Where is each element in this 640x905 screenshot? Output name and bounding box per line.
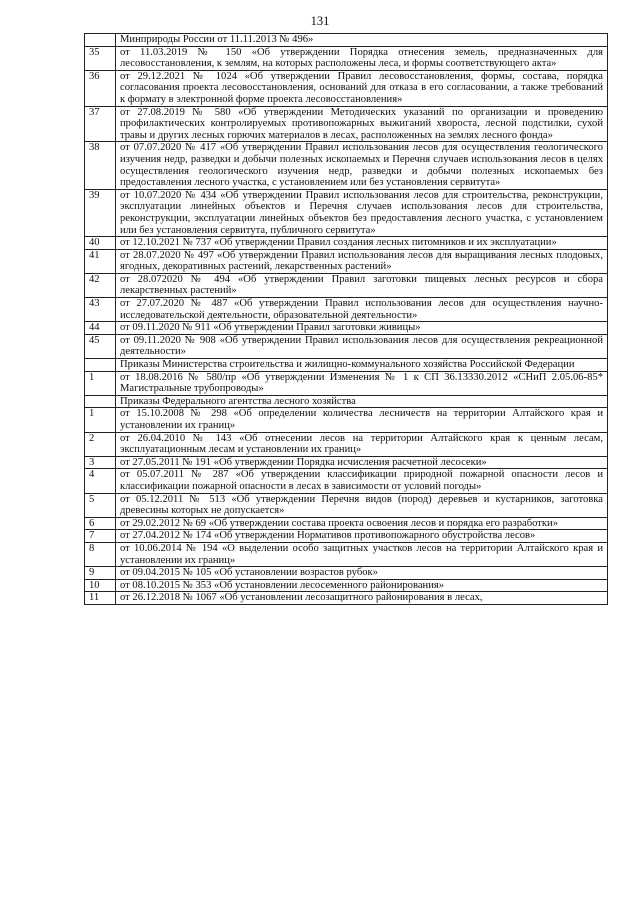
row-number: 4 — [85, 469, 116, 493]
row-number: 3 — [85, 456, 116, 469]
row-number: 5 — [85, 493, 116, 517]
row-number: 38 — [85, 142, 116, 189]
row-text: от 08.10.2015 № 353 «Об установлении лесосеменного районирования» — [116, 579, 608, 592]
row-text: от 09.11.2020 № 908 «Об утверждении Правил использования лесов для осуществления рекреационной деятельности» — [116, 334, 608, 358]
row-number: 43 — [85, 298, 116, 322]
table-row — [85, 34, 608, 47]
table-row — [85, 334, 608, 358]
row-number: 1 — [85, 408, 116, 432]
table-row — [85, 249, 608, 273]
table-row — [85, 142, 608, 189]
table-row — [85, 493, 608, 517]
table-row — [85, 567, 608, 580]
row-text: Минприроды России от 11.11.2013 № 496» — [116, 34, 608, 47]
table-row — [85, 70, 608, 106]
row-number: 35 — [85, 46, 116, 70]
row-text: от 09.04.2015 № 105 «Об установлении возрастов рубок» — [116, 567, 608, 580]
table-row — [85, 237, 608, 250]
row-number: 40 — [85, 237, 116, 250]
table-row — [85, 371, 608, 395]
table-row — [85, 579, 608, 592]
row-number — [85, 34, 116, 47]
row-number: 1 — [85, 371, 116, 395]
table-row — [85, 517, 608, 530]
row-text: от 27.07.2020 № 487 «Об утверждении Правил использования лесов для осуществления научно-исследовательской деятельности, образовательной деятельности» — [116, 298, 608, 322]
regulations-table — [84, 33, 608, 605]
row-text: от 27.05.2011 № 191 «Об утверждении Порядка исчисления расчетной лесосеки» — [116, 456, 608, 469]
table-row — [85, 432, 608, 456]
section-heading-row — [85, 395, 608, 408]
table-row — [85, 456, 608, 469]
row-text: от 10.07.2020 № 434 «Об утверждении Правил использования лесов для строительства, реконструкции, эксплуатации линейных объектов и Перечня случаев использования лесов для строительства, реконструкции, эксплуатации линейных объектов без предоставления лесного участка, с установлением или без установления сервитута, публичного сервитута» — [116, 189, 608, 236]
table-row — [85, 46, 608, 70]
row-text: от 07.07.2020 № 417 «Об утверждении Правил использования лесов для осуществления геологического изучения недр, разведки и добычи полезных ископаемых и Перечня случаев использования лесов в целях осуществления геологического изучения недр, разведки и добычи полезных ископаемых без предоставления лесного участка, с установлением или без установления сервитута» — [116, 142, 608, 189]
row-number: 39 — [85, 189, 116, 236]
row-number: 2 — [85, 432, 116, 456]
table-row — [85, 106, 608, 142]
row-number: 9 — [85, 567, 116, 580]
row-number: 44 — [85, 322, 116, 335]
row-text: Приказы Министерства строительства и жилищно-коммунального хозяйства Российской Федерации — [116, 359, 608, 372]
row-number: 6 — [85, 517, 116, 530]
row-number: 36 — [85, 70, 116, 106]
row-text: от 27.08.2019 № 580 «Об утверждении Методических указаний по организации и проведению профилактических контролируемых противопожарных выжиганий хвороста, лесной подстилки, сухой травы и других лесных горючих материалов в лесах, расположенных на землях лесного фонда» — [116, 106, 608, 142]
row-text: от 26.12.2018 № 1067 «Об установлении лесозащитного районирования в лесах, — [116, 592, 608, 605]
page-number: 131 — [310, 14, 330, 28]
row-number: 42 — [85, 273, 116, 297]
row-number: 41 — [85, 249, 116, 273]
row-text: от 27.04.2012 № 174 «Об утверждении Нормативов противопожарного обустройства лесов» — [116, 530, 608, 543]
row-text: от 28.072020 № 494 «Об утверждении Правил заготовки пищевых лесных ресурсов и сбора лекарственных растений» — [116, 273, 608, 297]
row-text: от 28.07.2020 № 497 «Об утверждении Правил использования лесов для выращивания лесных плодовых, ягодных, декоративных растений, лекарственных растений» — [116, 249, 608, 273]
row-text: от 29.12.2021 № 1024 «Об утверждении Правил лесовосстановления, формы, состава, порядка согласования проекта лесовосстановления, оснований для отказа в его согласовании, а также требований к формату в электронной форме проекта лесовосстановления» — [116, 70, 608, 106]
table-row — [85, 298, 608, 322]
table-row — [85, 542, 608, 566]
row-number — [85, 359, 116, 372]
row-number: 7 — [85, 530, 116, 543]
row-text: от 09.11.2020 № 911 «Об утверждении Правил заготовки живицы» — [116, 322, 608, 335]
table-row — [85, 408, 608, 432]
row-text: от 18.08.2016 № 580/пр «Об утверждении Изменения № 1 к СП 36.13330.2012 «СНиП 2.05.06-85* Магистральные трубопроводы» — [116, 371, 608, 395]
row-text: от 05.07.2011 № 287 «Об утверждении классификации природной пожарной опасности лесов и классификации пожарной опасности в лесах в зависимости от условий погоды» — [116, 469, 608, 493]
table-row — [85, 189, 608, 236]
row-text: от 15.10.2008 № 298 «Об определении количества лесничеств на территории Алтайского края и установлении их границ» — [116, 408, 608, 432]
row-number: 11 — [85, 592, 116, 605]
row-number — [85, 395, 116, 408]
row-number: 10 — [85, 579, 116, 592]
row-number: 45 — [85, 334, 116, 358]
row-text: от 11.03.2019 № 150 «Об утверждении Порядка отнесения земель, предназначенных для лесовосстановления, к землям, на которых расположены леса, и формы соответствующего акта» — [116, 46, 608, 70]
row-text: от 12.10.2021 № 737 «Об утверждении Правил создания лесных питомников и их эксплуатации» — [116, 237, 608, 250]
row-number: 8 — [85, 542, 116, 566]
row-text: от 05.12.2011 № 513 «Об утверждении Перечня видов (пород) деревьев и кустарников, заготовка древесины которых не допускается» — [116, 493, 608, 517]
row-number: 37 — [85, 106, 116, 142]
table-row — [85, 359, 608, 372]
table-row — [85, 469, 608, 493]
row-text: от 10.06.2014 № 194 «О выделении особо защитных участков лесов на территории Алтайского края и установлении их границ» — [116, 542, 608, 566]
table-row — [85, 592, 608, 605]
table-row — [85, 273, 608, 297]
row-text: от 29.02.2012 № 69 «Об утверждении состава проекта освоения лесов и порядка его разработки» — [116, 517, 608, 530]
row-text: от 26.04.2010 № 143 «Об отнесении лесов на территории Алтайского края к ценным лесам, эксплуатационным лесам и установлении их границ» — [116, 432, 608, 456]
table-row — [85, 530, 608, 543]
table-row — [85, 322, 608, 335]
section-heading: Приказы Федерального агентства лесного хозяйства — [116, 395, 608, 408]
